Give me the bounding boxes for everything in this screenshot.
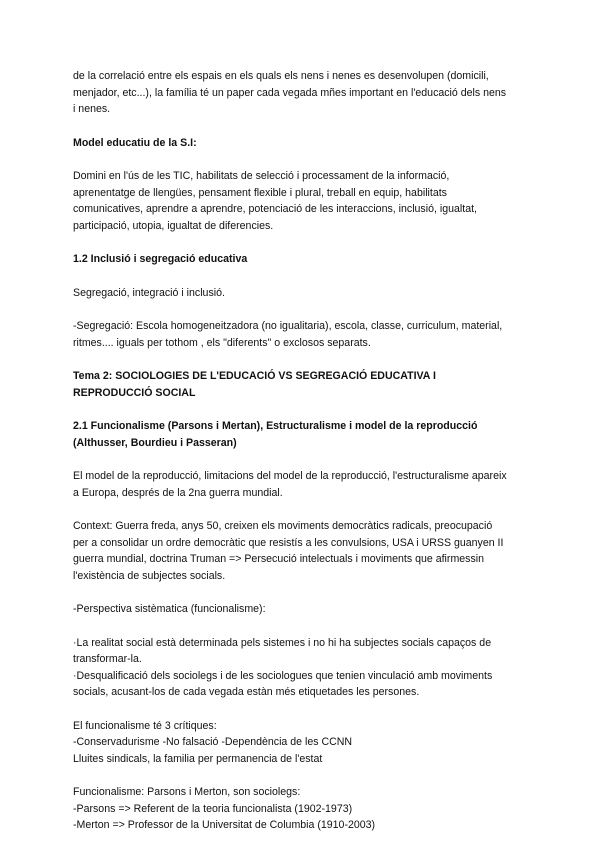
segregacio-definition-paragraph <box>73 318 535 351</box>
text-line: El funcionalisme té 3 crítiques: <box>73 719 217 732</box>
text-line: transformar-la. <box>73 653 142 665</box>
text-line: -Parsons => Referent de la teoria funcionalista (1902-1973) <box>73 802 353 815</box>
text-line: l'existència de subjectes socials. <box>73 569 226 582</box>
model-reproduccio-paragraph <box>73 468 535 501</box>
text-line: per a consolidar un ordre democràtic que resistís a les convulsions, USA i URSS guanyen II <box>73 536 504 549</box>
text-line: guerra mundial, doctrina Truman => Persecució intelectuals i moviments que afirmessin <box>73 553 484 565</box>
text-line: comunicatives, aprendre a aprendre, potenciació de les interaccions, inclusió, igualtat, <box>73 203 477 215</box>
text-line: ·La realitat social està determinada pels sistemes i no hi ha subjectes socials capaços de <box>73 636 492 649</box>
model-paragraph <box>73 168 535 234</box>
funcionalisme-heading <box>73 418 535 451</box>
text-line: El model de la reproducció, limitacions del model de la reproducció, l'estructuralisme apareix <box>73 470 507 482</box>
text-line: Funcionalisme: Parsons i Merton, son sociolegs: <box>73 786 301 798</box>
text-line: socials, acusant-los de cada vegada estàn més etiquetades les persones. <box>73 686 420 698</box>
section-heading-inclusio: 1.2 Inclusió i segregació educativa <box>73 253 248 265</box>
critiques-paragraph <box>73 718 535 768</box>
heading-line: REPRODUCCIÓ SOCIAL <box>73 386 196 399</box>
heading-line: Tema 2: SOCIOLOGIES DE L'EDUCACIÓ VS SEGREGACIÓ EDUCATIVA I <box>73 370 436 382</box>
text-line: i nenes. <box>73 103 111 115</box>
text-line: ritmes.... iguals per tothom , els "diferents" o exclosos separats. <box>73 336 371 349</box>
intro-paragraph <box>73 68 535 118</box>
section-heading-model: Model educatiu de la S.I: <box>73 136 197 149</box>
text-line: aprenentatge de llengües, pensament flexible i plural, treball en equip, habilitats <box>73 186 447 199</box>
text-line: -Conservadurisme -No falsació -Dependència de les CCNN <box>73 736 353 748</box>
realitat-paragraph <box>73 635 535 701</box>
context-paragraph <box>73 518 535 584</box>
text-line: a Europa, després de la 2na guerra mundial. <box>73 486 283 499</box>
text-line: de la correlació entre els espais en els quals els nens i nenes es desenvolupen (domicili, <box>73 70 489 82</box>
perspectiva-paragraph: -Perspectiva sistèmatica (funcionalisme): <box>73 603 266 615</box>
text-line: participació, utopia, igualtat de diferencies. <box>73 219 274 232</box>
heading-line: (Althusser, Bourdieu i Passeran) <box>73 436 237 449</box>
text-line: Lluites sindicals, la familia per permanencia de l'estat <box>73 752 323 765</box>
page-content <box>73 68 535 834</box>
text-line: -Merton => Professor de la Universitat de Columbia (1910-2003) <box>73 819 376 831</box>
text-line: Context: Guerra freda, anys 50, creixen els moviments democràtics radicals, preocupació <box>73 520 493 532</box>
text-line: menjador, etc...), la família té un paper cada vegada mñes important en l'educació dels nens <box>73 86 507 99</box>
parsons-merton-paragraph <box>73 784 535 834</box>
text-line: ·Desqualificació dels sociolegs i de les sociologues que tenien vinculació amb moviments <box>73 669 493 682</box>
heading-line: 2.1 Funcionalisme (Parsons i Mertan), Estructuralisme i model de la reproducció <box>73 420 478 432</box>
segregacio-list-paragraph: Segregació, integració i inclusió. <box>73 286 225 299</box>
text-line: Domini en l'ús de les TIC, habilitats de selecció i processament de la informació, <box>73 170 450 182</box>
tema2-heading <box>73 368 535 401</box>
text-line: -Segregació: Escola homogeneitzadora (no igualitaria), escola, classe, curriculum, material, <box>73 320 503 332</box>
